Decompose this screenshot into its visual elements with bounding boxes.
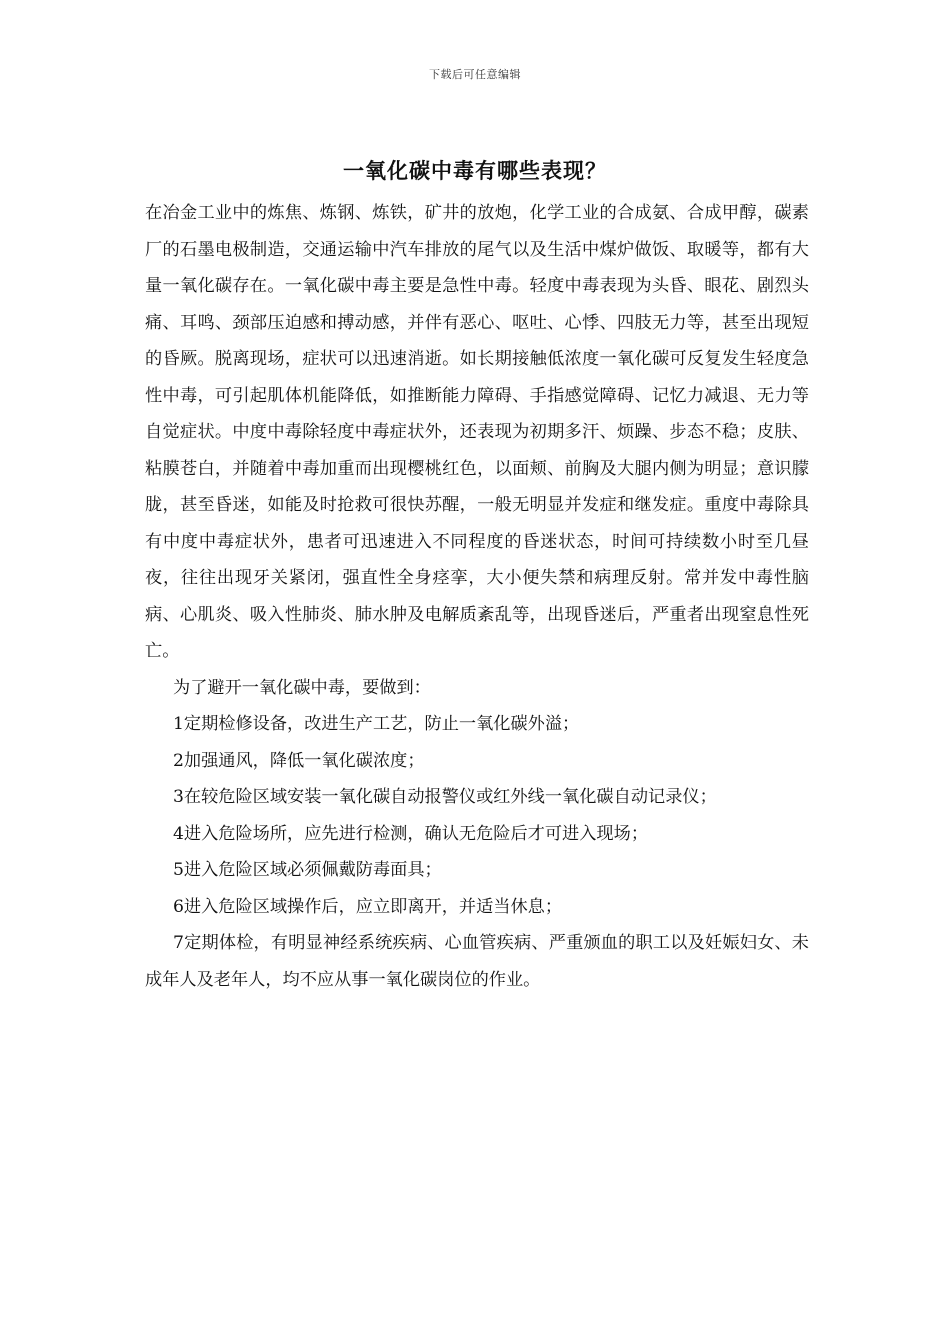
prevention-item: 3在较危险区域安装一氧化碳自动报警仪或红外线一氧化碳自动记录仪；	[173, 787, 717, 807]
document-body	[145, 195, 809, 998]
prevention-item: 2加强通风，降低一氧化碳浓度；	[173, 750, 425, 771]
intro-paragraph: 在冶金工业中的炼焦、炼钢、炼铁，矿井的放炮，化学工业的合成氨、合成甲醇，碳素厂的石墨电极制造，交通运输中汽车排放的尾气以及生活中煤炉做饭、取暖等，都有大量一氧化碳存在。一氧化碳中毒主要是急性中毒。轻度中毒表现为头昏、眼花、剧烈头痛、耳鸣、颈部压迫感和搏动感，并伴有恶心、呕吐、心悸、四肢无力等，甚至出现短的昏厥。脱离现场，症状可以迅速消逝。如长期接触低浓度一氧化碳可反复发生轻度急性中毒，可引起肌体机能降低，如推断能力障碍、手指感觉障碍、记忆力减退、无力等自觉症状。中度中毒除轻度中毒症状外，还表现为初期多汗、烦躁、步态不稳；皮肤、粘膜苍白，并随着中毒加重而出现樱桃红色，以面颊、前胸及大腿内侧为明显；意识朦胧，甚至昏迷，如能及时抢救可很快苏醒，一般无明显并发症和继发症。重度中毒除具有中度中毒症状外，患者可迅速进入不同程度的昏迷状态，时间可持续数小时至几昼夜，往往出现牙关紧闭，强直性全身痉挛，大小便失禁和病理反射。常并发中毒性脑病、心肌炎、吸入性肺炎、肺水肿及电解质紊乱等，出现昏迷后，严重者出现窒息性死亡。	[145, 203, 809, 661]
prevention-intro: 为了避开一氧化碳中毒，要做到：	[173, 677, 431, 698]
prevention-item: 6进入危险区域操作后，应立即离开，并适当休息；	[173, 896, 563, 917]
prevention-item: 5进入危险区域必须佩戴防毒面具；	[173, 860, 442, 880]
prevention-item: 1定期检修设备，改进生产工艺，防止一氧化碳外溢；	[173, 714, 580, 734]
prevention-item: 7定期体检，有明显神经系统疾病、心血管疾病、严重颁血的职工以及妊娠妇女、未成年人及老年人，均不应从事一氧化碳岗位的作业。	[145, 933, 809, 990]
document-title: 一氧化碳中毒有哪些表现？	[343, 159, 607, 183]
prevention-item: 4进入危险场所，应先进行检测，确认无危险后才可进入现场；	[173, 823, 649, 844]
header-note: 下载后可任意编辑	[429, 68, 521, 81]
